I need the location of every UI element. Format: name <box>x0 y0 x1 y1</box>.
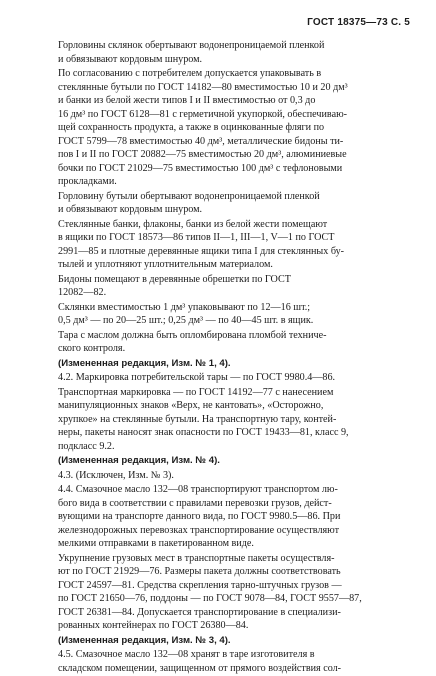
paragraph <box>38 39 410 66</box>
revision-note <box>38 454 410 468</box>
text-line: Транспортная маркировка — по ГОСТ 14192—77 с нанесением <box>58 386 334 398</box>
paragraph <box>38 190 410 217</box>
paragraph <box>38 273 410 300</box>
text-line: Горловину бутыли обертывают водонепроницаемой пленкой <box>58 190 320 202</box>
text-line: 4.3. (Исключен, Изм. № 3). <box>58 469 174 481</box>
paragraph <box>38 648 410 675</box>
paragraph <box>38 301 410 328</box>
text-line: тылей и уплотняют уплотнительным материалом. <box>58 259 273 270</box>
paragraph <box>38 552 410 633</box>
text-line: ГОСТ 5799—78 вместимостью 40 дм³, металлические бидоны ти- <box>58 135 344 147</box>
text-line: и банки из белой жести типов I и II вместимостью от 0,3 до <box>58 95 316 106</box>
text-line: стеклянные бутыли по ГОСТ 14182—80 вместимостью 10 и 20 дм³ <box>58 81 348 93</box>
paragraph <box>38 218 410 272</box>
text-line: по ГОСТ 21650—76, поддоны — по ГОСТ 9078—84, ГОСТ 9557—87, <box>58 593 362 604</box>
text-line: и обвязывают кордовым шнуром. <box>58 53 203 65</box>
text-line: 0,5 дм³ — по 20—25 шт.; 0,25 дм³ — по 40—45 шт. в ящик. <box>58 315 314 326</box>
paragraph <box>38 483 410 551</box>
text-line: (Измененная редакция, Изм. № 1, 4). <box>58 357 231 369</box>
text-line: (Измененная редакция, Изм. № 3, 4). <box>58 634 231 646</box>
text-line: вующими на транспорте данного вида, по ГОСТ 9980.5—86. При <box>58 511 341 522</box>
text-line: 16 дм³ по ГОСТ 6128—81 с герметичной укупоркой, обеспечиваю- <box>58 108 348 120</box>
text-line: Укрупнение грузовых мест в транспортные пакеты осуществля- <box>58 552 335 564</box>
text-line: ского контроля. <box>58 343 126 354</box>
text-line: рованных контейнерах по ГОСТ 26380—84. <box>58 620 249 631</box>
text-line: прокладками. <box>58 176 117 187</box>
text-line: Стеклянные банки, флаконы, банки из белой жести помещают <box>58 218 328 230</box>
text-line: По согласованию с потребителем допускается упаковывать в <box>58 68 322 79</box>
text-line: Склянки вместимостью 1 дм³ упаковывают по 12—16 шт.; <box>58 301 311 313</box>
text-line: железнодорожных перевозках транспортирование осуществляют <box>58 524 340 536</box>
text-line: (Измененная редакция, Изм. № 4). <box>58 455 220 466</box>
document-body <box>38 39 410 676</box>
text-line: 12082—82. <box>58 287 107 298</box>
revision-note <box>38 634 410 648</box>
revision-note <box>38 357 410 371</box>
paragraph <box>38 371 410 385</box>
text-line: 4.5. Смазочное масло 132—08 хранят в таре изготовителя в <box>58 649 315 660</box>
text-line: хрупкое» на стеклянные бутыли. На транспортную тару, контей- <box>58 413 337 425</box>
text-line: ГОСТ 26381—84. Допускается транспортирование в специализи- <box>58 606 341 618</box>
paragraph <box>38 67 410 189</box>
paragraph <box>38 469 410 483</box>
paragraph <box>38 386 410 454</box>
text-line: пов I и II по ГОСТ 20882—75 вместимостью 20 дм³, алюминиевые <box>58 149 347 160</box>
text-line: бочки по ГОСТ 21029—75 вместимостью 100 дм³ с тефлоновыми <box>58 162 343 174</box>
text-line: мелкими отправками в пакетированном виде. <box>58 538 254 549</box>
text-line: Бидоны помещают в деревянные обрешетки по ГОСТ <box>58 273 291 285</box>
text-line: ют по ГОСТ 21929—76. Размеры пакета должны соответствовать <box>58 566 341 577</box>
text-line: подкласс 9.2. <box>58 440 115 452</box>
text-line: 4.2. Маркировка потребительской тары — по ГОСТ 9980.4—86. <box>58 372 336 383</box>
text-line: ГОСТ 24597—81. Средства скрепления тарно-штучных грузов — <box>58 579 342 591</box>
text-line: манипуляционных знаков «Верх, не кантовать», «Осторожно, <box>58 400 324 411</box>
text-line: в ящики по ГОСТ 18573—86 типов II—1, III—1, V—1 по ГОСТ <box>58 232 335 243</box>
text-line: Горловины склянок обертывают водонепроницаемой пленкой <box>58 40 325 51</box>
text-line: 2991—85 и плотные деревянные ящики типа I для стеклянных бу- <box>58 245 345 257</box>
text-line: щей сохранность продукта, а также в оцинкованные фляги по <box>58 122 325 133</box>
text-line: и обвязывают кордовым шнуром. <box>58 204 203 215</box>
text-line: неры, пакеты наносят знак опасности по ГОСТ 19433—81, класс 9, <box>58 427 349 438</box>
text-line: складском помещении, защищенном от прямого воздействия сол- <box>58 662 342 674</box>
text-line: 4.4. Смазочное масло 132—08 транспортируют транспортом лю- <box>58 484 338 495</box>
paragraph <box>38 329 410 356</box>
text-line: бого вида в соответствии с правилами перевозки грузов, дейст- <box>58 497 332 509</box>
running-header: ГОСТ 18375—73 С. 5 <box>307 17 410 28</box>
text-line: Тара с маслом должна быть опломбирована пломбой техниче- <box>58 329 327 341</box>
